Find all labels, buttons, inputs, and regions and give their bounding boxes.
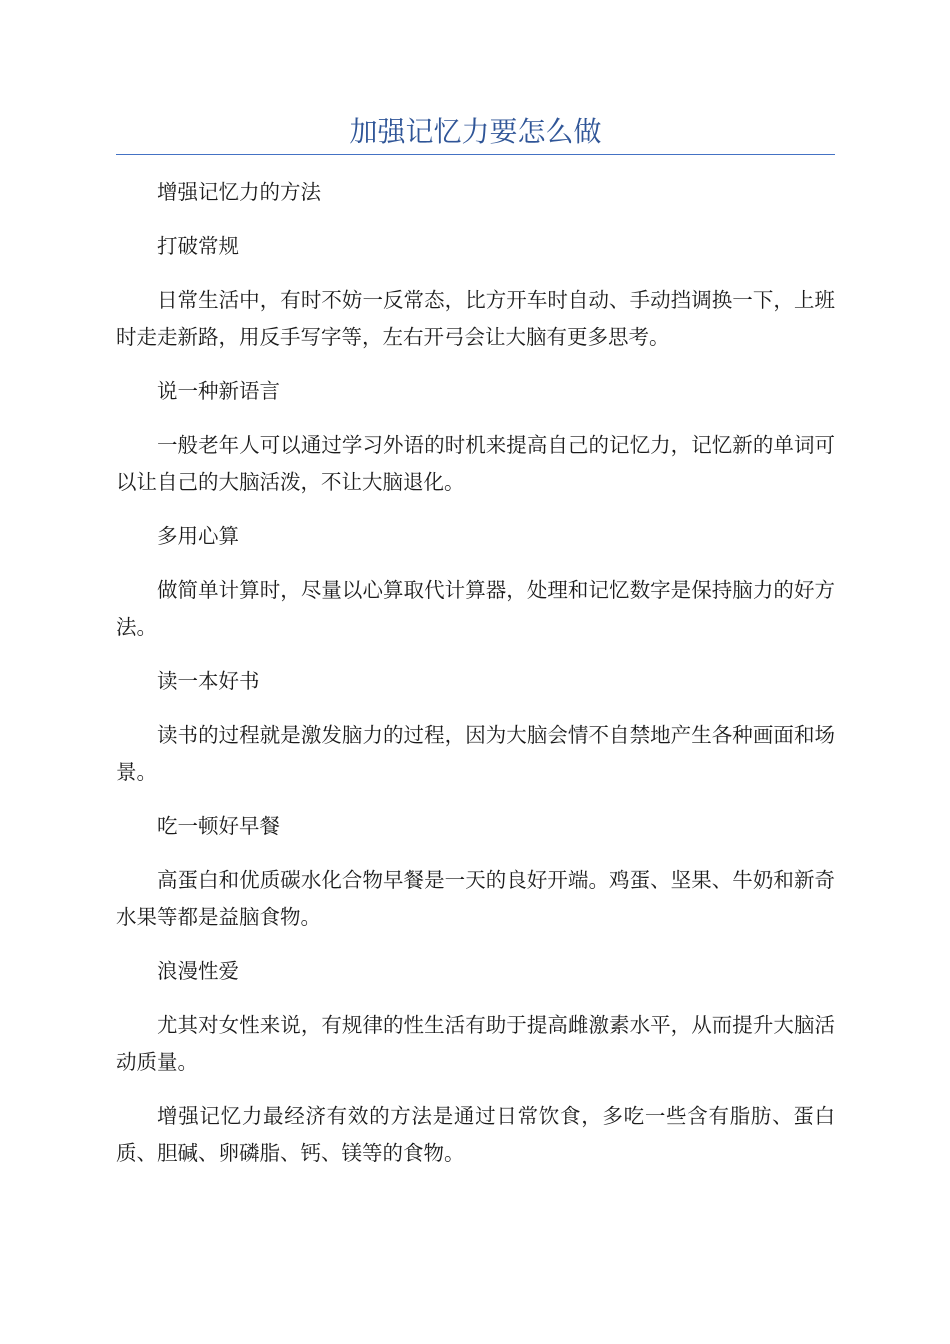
document-body bbox=[116, 174, 835, 1189]
paragraph-subheading: 读一本好书 bbox=[157, 669, 260, 693]
paragraph-subheading: 吃一顿好早餐 bbox=[157, 814, 280, 838]
title-underline bbox=[116, 154, 835, 155]
paragraph-body: 尤其对女性来说，有规律的性生活有助于提高雌激素水平，从而提升大脑活动质量。 bbox=[116, 1013, 835, 1074]
document-title: 加强记忆力要怎么做 bbox=[349, 115, 602, 148]
paragraph-subheading: 打破常规 bbox=[157, 234, 239, 258]
paragraph-body: 增强记忆力最经济有效的方法是通过日常饮食，多吃一些含有脂肪、蛋白质、胆碱、卵磷脂、钙、镁等的食物。 bbox=[116, 1104, 835, 1165]
paragraph-body: 高蛋白和优质碳水化合物早餐是一天的良好开端。鸡蛋、坚果、牛奶和新奇水果等都是益脑食物。 bbox=[116, 868, 835, 929]
paragraph-subheading: 多用心算 bbox=[157, 524, 239, 548]
paragraph-heading: 增强记忆力的方法 bbox=[157, 180, 321, 204]
paragraph-subheading: 浪漫性爱 bbox=[157, 959, 239, 983]
paragraph-body: 日常生活中，有时不妨一反常态，比方开车时自动、手动挡调换一下，上班时走走新路，用反手写字等，左右开弓会让大脑有更多思考。 bbox=[116, 288, 835, 349]
paragraph-body: 一般老年人可以通过学习外语的时机来提高自己的记忆力，记忆新的单词可以让自己的大脑活泼，不让大脑退化。 bbox=[116, 433, 835, 494]
paragraph-body: 读书的过程就是激发脑力的过程，因为大脑会情不自禁地产生各种画面和场景。 bbox=[116, 723, 835, 784]
paragraph-body: 做简单计算时，尽量以心算取代计算器，处理和记忆数字是保持脑力的好方法。 bbox=[116, 578, 835, 639]
paragraph-subheading: 说一种新语言 bbox=[157, 379, 280, 403]
